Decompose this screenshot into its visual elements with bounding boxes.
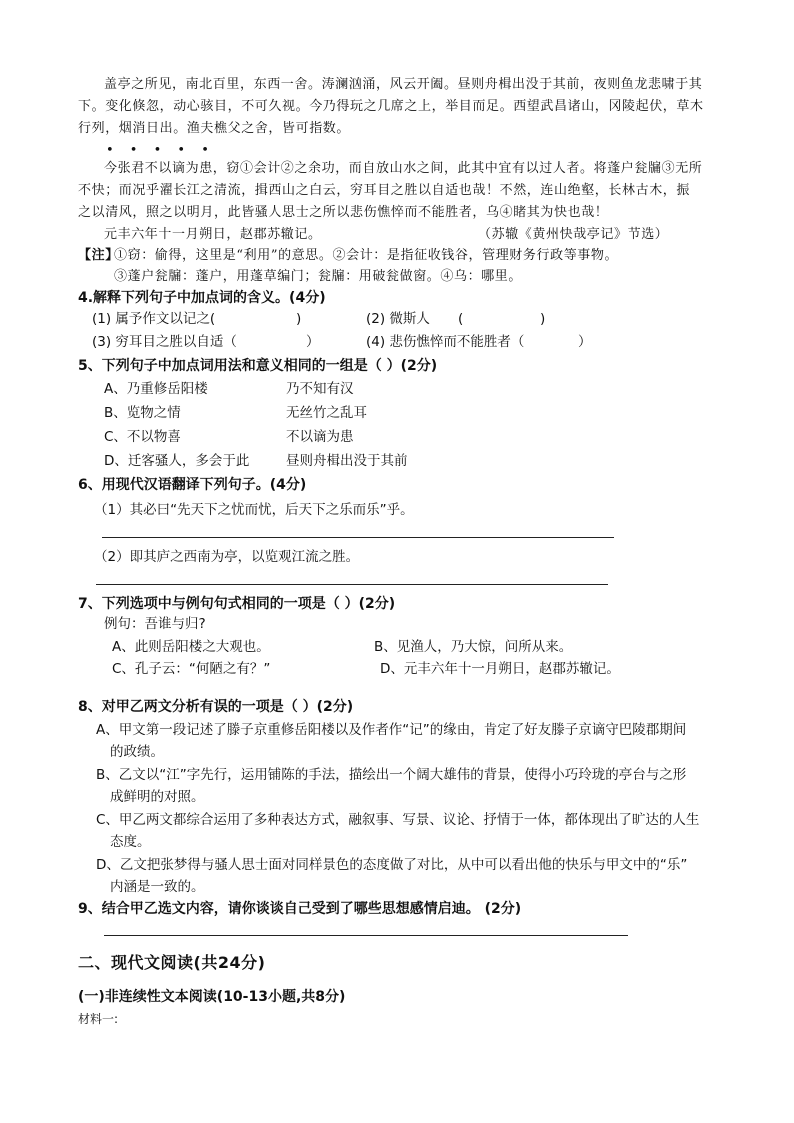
q5-option-a-pair: 乃不知有汉 <box>286 381 354 397</box>
q5-option-c: C、不以物喜 <box>104 429 181 445</box>
q8-option-c-line-1: C、甲乙两文都综合运用了多种表达方式，融叙事、写景、议论、抒情于一体，都体现出了旷达的人生 <box>96 812 700 828</box>
q4-item-4-close: ） <box>578 334 592 350</box>
answer-line-q9[interactable] <box>104 935 628 936</box>
q8-option-d-line-2: 内涵是一致的。 <box>110 879 205 895</box>
q9-title: 9、结合甲乙选文内容，请你谈谈自己受到了哪些思想感情启迪。 (2分) <box>78 901 522 917</box>
q5-title: 5、下列句子中加点词用法和意义相同的一组是（ ）(2分) <box>78 358 438 374</box>
q8-option-b-line-1: B、乙文以“江”字先行，运用铺陈的手法，描绘出一个阔大雄伟的背景，使得小巧玲珑的亭台与之形 <box>96 767 687 783</box>
passage-ellipsis: • • • • • <box>106 143 215 158</box>
q4-item-2-close: ) <box>540 311 546 327</box>
q5-option-b: B、览物之情 <box>104 405 181 421</box>
q8-title: 8、对甲乙两文分析有误的一项是（ ）(2分) <box>78 699 354 715</box>
q4-item-2: (2) 微斯人 <box>366 311 430 327</box>
q4-item-1-close: ) <box>296 311 302 327</box>
passage-signature: 元丰六年十一月朔日，赵郡苏辙记。 <box>104 227 322 242</box>
q8-option-a-line-1: A、甲文第一段记述了滕子京重修岳阳楼以及作者作“记”的缘由，肯定了好友滕子京谪守巴陵郡期间 <box>96 722 687 738</box>
q6-item-1: （1）其必曰“先天下之忧而忧，后天下之乐而乐”乎。 <box>94 502 414 518</box>
q4-item-4: (4) 悲伤憔悴而不能胜者（ <box>366 334 525 350</box>
q8-option-d-line-1: D、乙文把张梦得与骚人思士面对同样景色的态度做了对比，从中可以看出他的快乐与甲文中的“乐” <box>96 857 688 873</box>
passage-line-5: 今张君不以谪为患，窃①会计②之余功，而自放山水之间，此其中宜有以过人者。将蓬户瓮牖③无所 <box>104 161 703 176</box>
q5-option-b-pair: 无丝竹之乱耳 <box>286 405 367 421</box>
q7-example: 例句：吾谁与归? <box>104 616 206 632</box>
q4-item-2-open: ( <box>458 311 464 327</box>
passage-line-2: 下。变化倏忽，动心骇目，不可久视。今乃得玩之几席之上，举目而足。西望武昌诸山，冈陵起伏，草木 <box>78 99 704 114</box>
q8-option-a-line-2: 的政绩。 <box>110 744 164 760</box>
q4-item-3: (3) 穷耳目之胜以自适（ <box>92 334 237 350</box>
material-1-label: 材料一: <box>78 1012 119 1026</box>
q5-option-c-pair: 不以谪为患 <box>286 429 354 445</box>
passage-line-6: 不快；而况乎濯长江之清流，揖西山之白云，穷耳目之胜以自适也哉！不然，连山绝壑，长林古木，振 <box>78 183 691 198</box>
q5-option-d-pair: 昼则舟楫出没于其前 <box>286 453 408 469</box>
q5-option-d: D、迁客骚人，多会于此 <box>104 453 250 469</box>
note-label: 【注】 <box>78 248 119 263</box>
q8-option-c-line-2: 态度。 <box>110 834 151 850</box>
q5-option-a: A、乃重修岳阳楼 <box>104 381 208 397</box>
passage-line-3: 行列，烟消日出。渔夫樵父之舍，皆可指数。 <box>78 121 351 136</box>
passage-line-1: 盖亭之所见，南北百里，东西一舍。涛澜汹涌，风云开阖。昼则舟楫出没于其前，夜则鱼龙悲啸于其 <box>104 77 703 92</box>
q8-option-b-line-2: 成鲜明的对照。 <box>110 789 205 805</box>
q7-option-d: D、元丰六年十一月朔日，赵郡苏辙记。 <box>380 661 620 677</box>
section-2-title: 二、现代文阅读(共24分) <box>78 953 266 972</box>
section-2-subtitle: (一)非连续性文本阅读(10-13小题,共8分) <box>78 989 346 1005</box>
q7-option-a: A、此则岳阳楼之大观也。 <box>112 639 270 655</box>
q4-title: 4.解释下列句子中加点词的含义。(4分) <box>78 290 326 306</box>
q7-option-c: C、孔子云：“何陋之有？” <box>112 661 271 677</box>
note-line-1: ①窃：偷得，这里是“利用”的意思。②会计：是指征收钱谷，管理财务行政等事物。 <box>114 248 619 263</box>
passage-line-7: 之以清风，照之以明月，此皆骚人思士之所以悲伤憔悴而不能胜者，乌④睹其为快也哉！ <box>78 205 609 220</box>
q4-item-3-close: ） <box>306 334 320 350</box>
note-line-2: ③蓬户瓮牖：蓬户，用蓬草编门；瓮牖：用破瓮做窗。④乌：哪里。 <box>114 269 523 284</box>
answer-line-q6-2[interactable] <box>96 584 608 585</box>
answer-line-q6-1[interactable] <box>102 537 614 538</box>
q7-title: 7、下列选项中与例句句式相同的一项是（ ）(2分) <box>78 596 396 612</box>
q6-title: 6、用现代汉语翻译下列句子。(4分) <box>78 477 307 493</box>
q4-item-1: (1) 属予作文以记之( <box>92 311 216 327</box>
passage-source: （苏辙《黄州快哉亭记》节选） <box>478 227 669 242</box>
q6-item-2: （2）即其庐之西南为亭，以览观江流之胜。 <box>94 549 360 565</box>
q7-option-b: B、见渔人，乃大惊，问所从来。 <box>374 639 573 655</box>
